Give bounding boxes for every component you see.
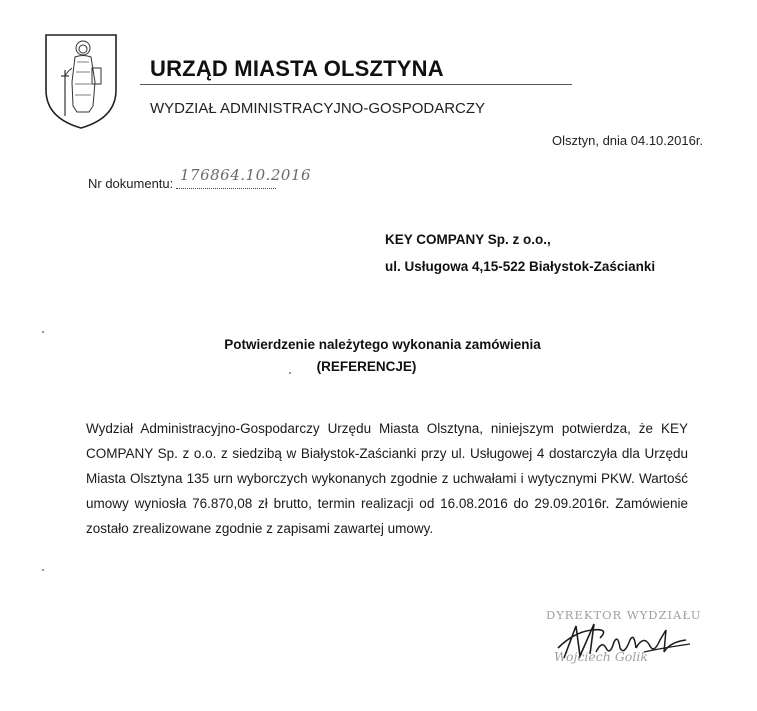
scan-speck xyxy=(42,569,44,571)
stamp-title: DYREKTOR WYDZIAŁU xyxy=(546,608,702,622)
department-name: WYDZIAŁ ADMINISTRACYJNO-GOSPODARCZY xyxy=(150,100,486,117)
body-paragraph: Wydział Administracyjno-Gospodarczy Urzędu Miasta Olsztyna, niniejszym potwierdza, że KEY COMPANY Sp. z o.o. z siedzibą w Białystok-Zaścianki przy ul. Usługowej 4 dostarczyła dla Urzędu Miasta Olsztyna 135 urn wyborczych wykonanych zgodnie z uchwałami i wytycznymi PKW. Wartość umowy wyniosła 76.870,08 zł brutto, termin realizacji od 16.08.2016 do 29.09.2016r. Zamówienie zostało zrealizowane zgodnie z zapisami zawartej umowy. xyxy=(86,421,688,536)
subject-subtitle: (REFERENCJE) xyxy=(316,359,417,374)
document-number-value: 176864.10.2016 xyxy=(180,166,312,184)
place-date: Olsztyn, dnia 04.10.2016r. xyxy=(552,133,704,148)
stamp-name: Wojciech Golik xyxy=(554,649,648,664)
subject-title: Potwierdzenie należytego wykonania zamówienia xyxy=(224,337,541,352)
handwritten-signature xyxy=(540,612,700,670)
header-rule xyxy=(140,84,572,85)
city-coat-of-arms-icon xyxy=(43,32,119,130)
recipient-name: KEY COMPANY Sp. z o.o., xyxy=(385,232,551,247)
scan-speck xyxy=(42,331,44,333)
office-name: URZĄD MIASTA OLSZTYNA xyxy=(150,56,444,81)
document-number-dotted-line xyxy=(176,188,276,189)
document-number-label: Nr dokumentu: xyxy=(88,176,174,191)
recipient-address: ul. Usługowa 4,15-522 Białystok-Zaścianki xyxy=(385,259,656,274)
